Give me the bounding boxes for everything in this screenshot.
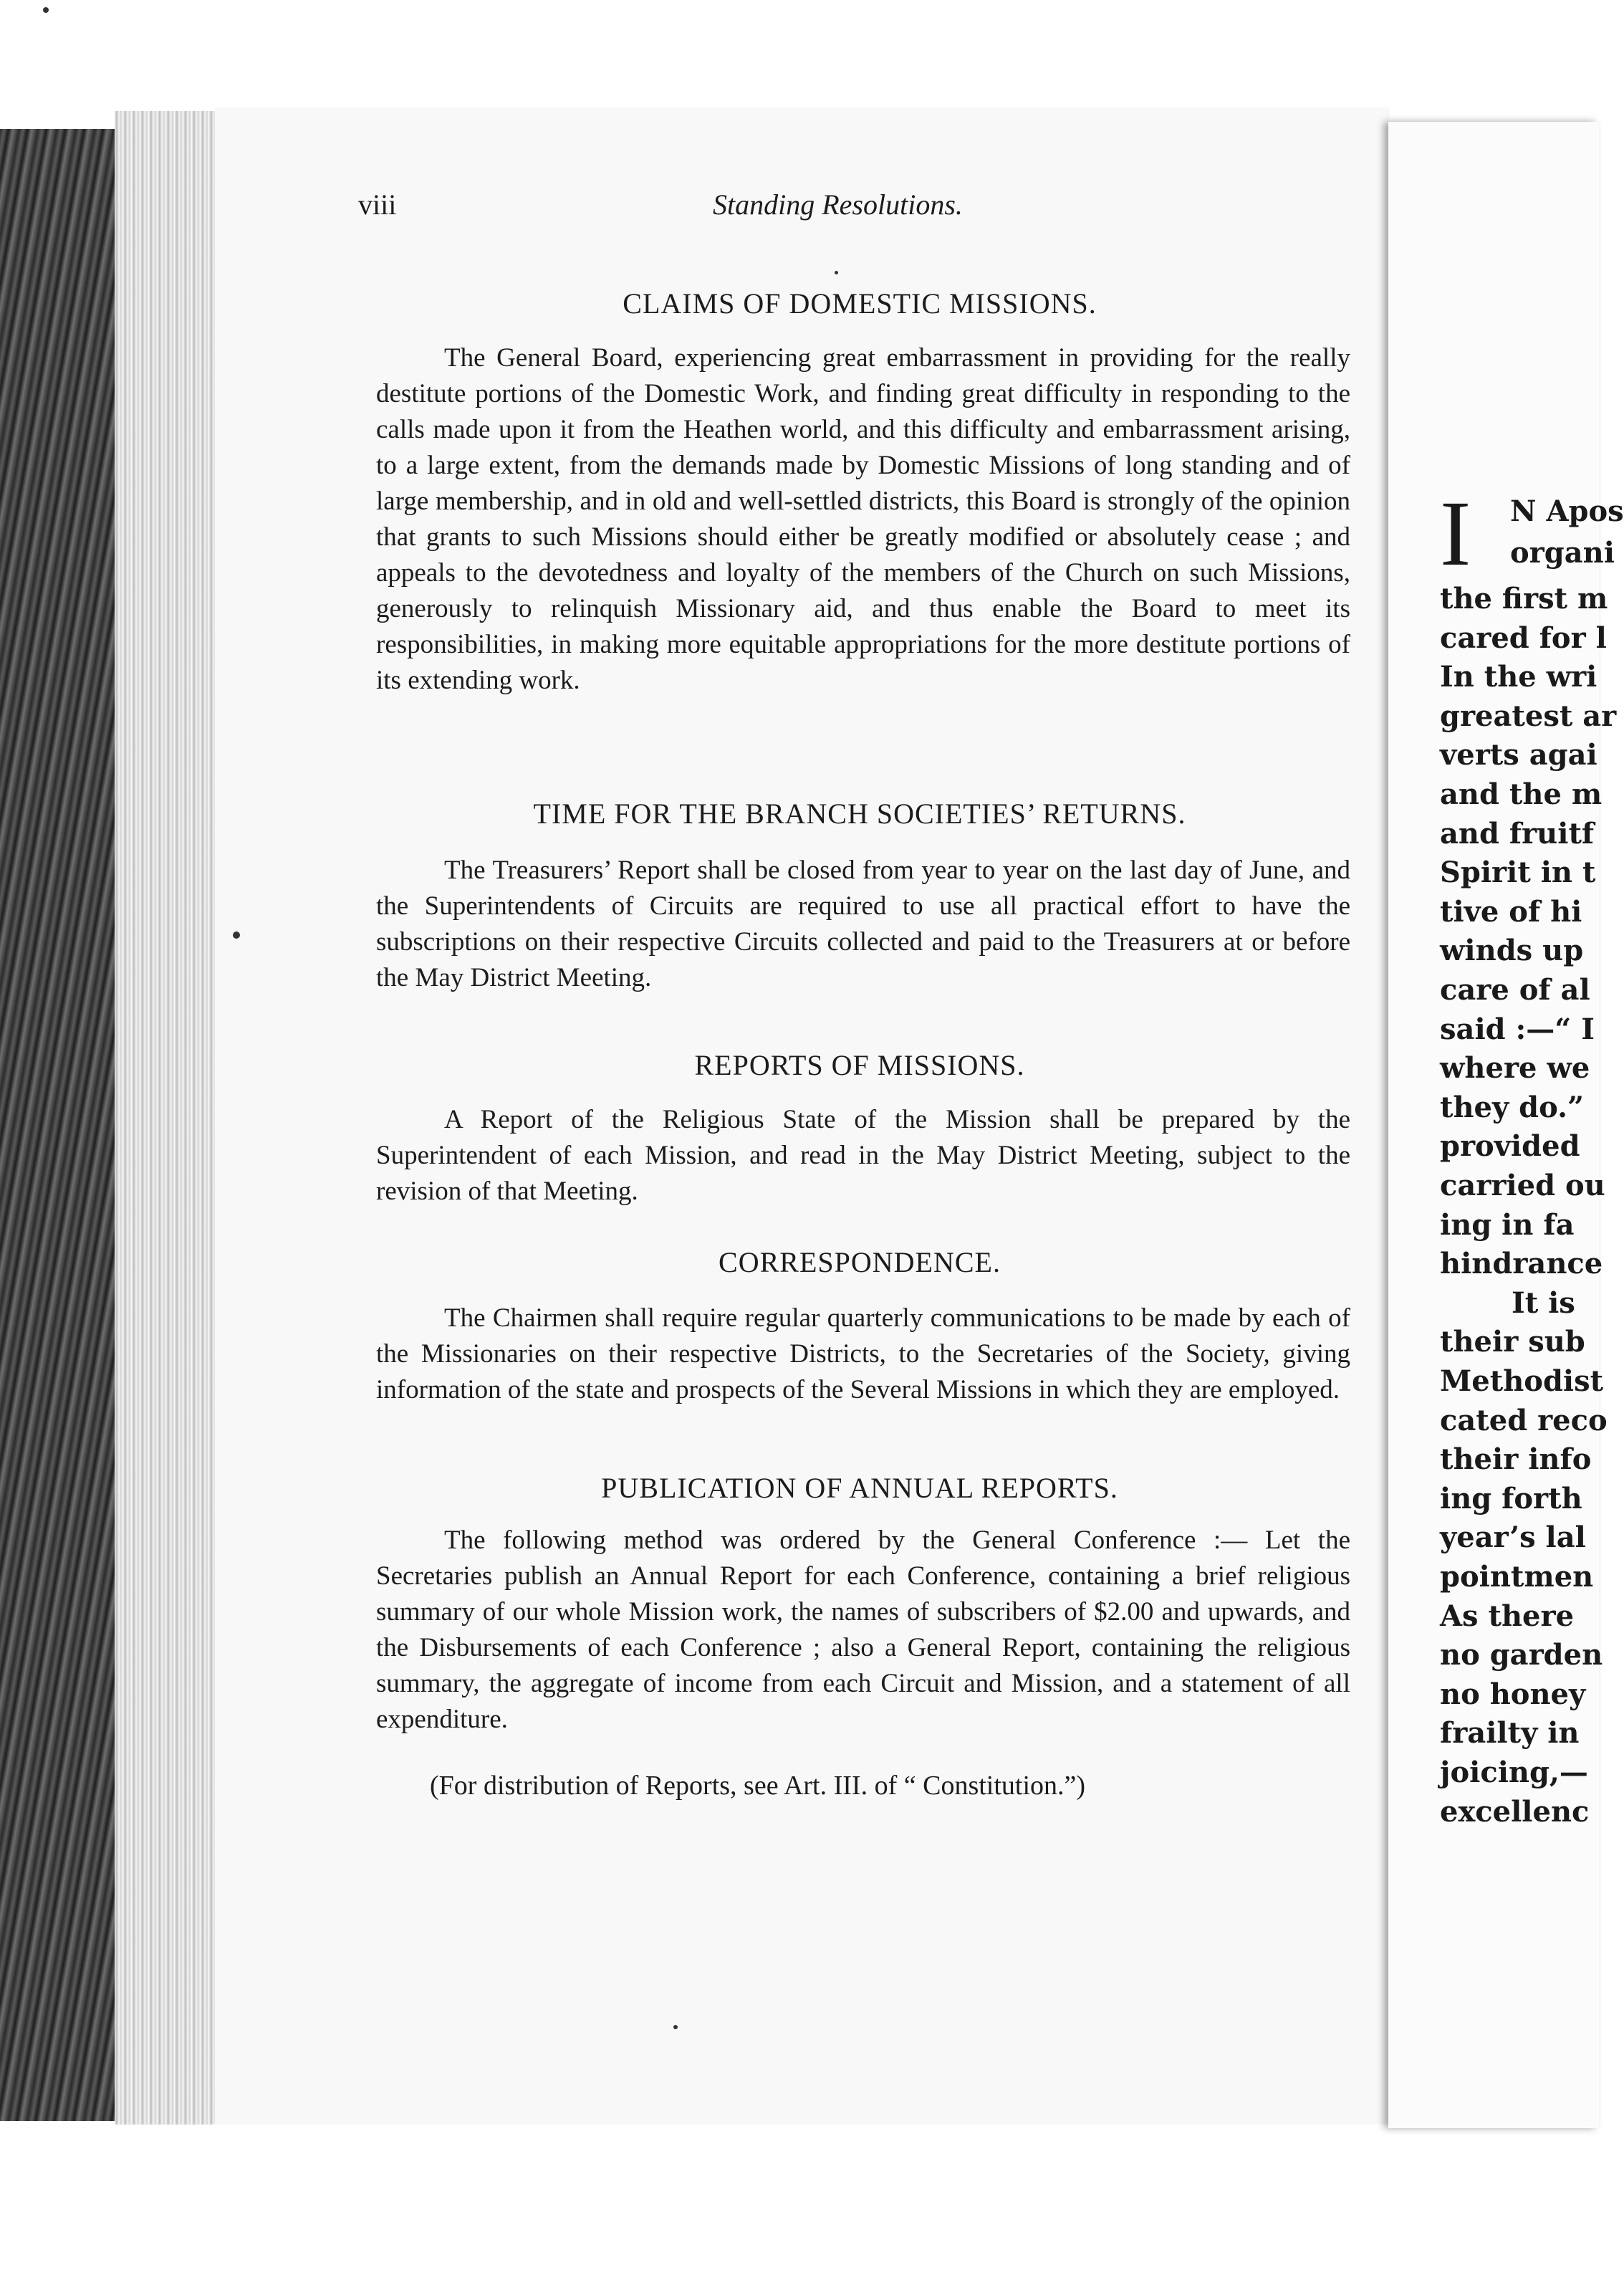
facing-page-line: As there (1440, 1599, 1575, 1633)
facing-page-line: Spirit in t (1440, 856, 1596, 890)
paragraph-text: The following method was ordered by the General Conference :— Let the Secretaries publish an Annual Report for each Conference, containing a brief religious summary of our whole Mission work, the names of subscribers of $2.00 and upwards, and the Disbursements of each Conference ; also a General Report, containing the religious summary, the aggregate of income from each Circuit and Mission, and a statement of all expenditure. (376, 1526, 1350, 1734)
section-body (376, 1102, 1350, 1210)
facing-page-line: organi (1510, 536, 1615, 570)
facing-page-line: verts agai (1440, 738, 1597, 772)
facing-page-line: their sub (1440, 1325, 1585, 1359)
facing-page-line: carried ou (1440, 1169, 1605, 1202)
facing-page-line: In the wri (1440, 660, 1597, 694)
section-heading: CORRESPONDENCE. (719, 1246, 1001, 1278)
facing-page-line: and fruitf (1440, 816, 1595, 851)
facing-page-line: Methodist (1440, 1364, 1604, 1398)
facing-page-line: ing in fa (1440, 1207, 1575, 1242)
speck (233, 932, 240, 939)
facing-page-line: and the m (1440, 777, 1603, 811)
speck (673, 2025, 678, 2029)
section-body (376, 853, 1350, 996)
section-body (376, 1523, 1350, 1738)
section-heading: CLAIMS OF DOMESTIC MISSIONS. (623, 287, 1097, 320)
page-folio: viii (358, 188, 397, 221)
facing-page-line: N Apos (1510, 494, 1624, 528)
facing-page-line: frailty in (1440, 1716, 1580, 1751)
facing-page-line: hindrance (1440, 1247, 1603, 1281)
paragraph-text: A Report of the Religious State of the Mission shall be prepared by the Superintendent of each Mission, and read in the May District Meeting, subject to the revision of that Meeting. (376, 1105, 1350, 1206)
closing-note: (For distribution of Reports, see Art. III. of “ Constitution.”) (430, 1771, 1086, 1801)
facing-page-line: their info (1440, 1442, 1592, 1477)
speck (43, 7, 49, 13)
facing-page-line: year’s lal (1440, 1520, 1586, 1555)
facing-page-line: care of al (1440, 973, 1590, 1007)
page-edges (115, 111, 218, 2125)
facing-page-line: tive of hi (1440, 894, 1582, 929)
facing-page-line: cared for l (1440, 621, 1607, 655)
facing-page-line: they do.” (1440, 1090, 1585, 1124)
facing-page-line: winds up (1440, 934, 1584, 968)
speck (835, 271, 838, 274)
section-heading: REPORTS OF MISSIONS. (694, 1049, 1025, 1081)
facing-page-line: the first m (1440, 582, 1608, 616)
facing-page-line: provided (1440, 1129, 1580, 1164)
running-title: Standing Resolutions. (713, 188, 963, 221)
facing-page-line: said :—“ I (1440, 1012, 1595, 1046)
facing-page-line: ing forth (1440, 1481, 1582, 1515)
facing-page-line: joicing,— (1440, 1756, 1588, 1789)
facing-page-line: pointmen (1440, 1560, 1594, 1594)
marbled-fore-edge (0, 129, 129, 2121)
facing-page-line: cated reco (1440, 1403, 1608, 1437)
facing-page-line: no honey (1440, 1677, 1586, 1711)
paragraph-text: The Chairmen shall require regular quarterly communications to be made by each of the Missionaries on their respective Districts, to the Secretaries of the Society, giving information of the state and prospects of the Several Missions in which they are employed. (376, 1303, 1350, 1404)
facing-page-line: no garden (1440, 1638, 1603, 1672)
paragraph-text: The Treasurers’ Report shall be closed from year to year on the last day of June, and the Superintendents of Circuits are required to use all practical effort to have the subscriptions on their respective Circuits collected and paid to the Treasurers at or before the May District Meeting. (376, 856, 1350, 992)
facing-page-line: greatest ar (1440, 699, 1617, 733)
section-heading: PUBLICATION OF ANNUAL REPORTS. (601, 1472, 1118, 1504)
facing-page-line: where we (1440, 1051, 1590, 1086)
section-heading: TIME FOR THE BRANCH SOCIETIES’ RETURNS. (533, 798, 1186, 830)
section-body (376, 340, 1350, 699)
facing-page-line: It is (1512, 1285, 1575, 1320)
section-body (376, 1301, 1350, 1408)
facing-page-line: excellenc (1440, 1794, 1590, 1829)
facing-page-dropcap: I (1440, 482, 1471, 585)
paragraph-text: The General Board, experiencing great embarrassment in providing for the really destitute portions of the Domestic Work, and finding great difficulty in responding to the calls made upon it from the Heathen world, and this difficulty and embarrassment arising, to a large extent, from the demands made by Domestic Missions of long standing and of large membership, and in old and well-settled districts, this Board is strongly of the opinion that grants to such Missions should either be greatly modified or absolutely cease ; and appeals to the devotedness and loyalty of the members of the Church on such Missions, generously to relinquish Missionary aid, and thus enable the Board to meet its responsibilities, in making more equitable appropriations for the more destitute portions of its extending work. (376, 343, 1350, 695)
